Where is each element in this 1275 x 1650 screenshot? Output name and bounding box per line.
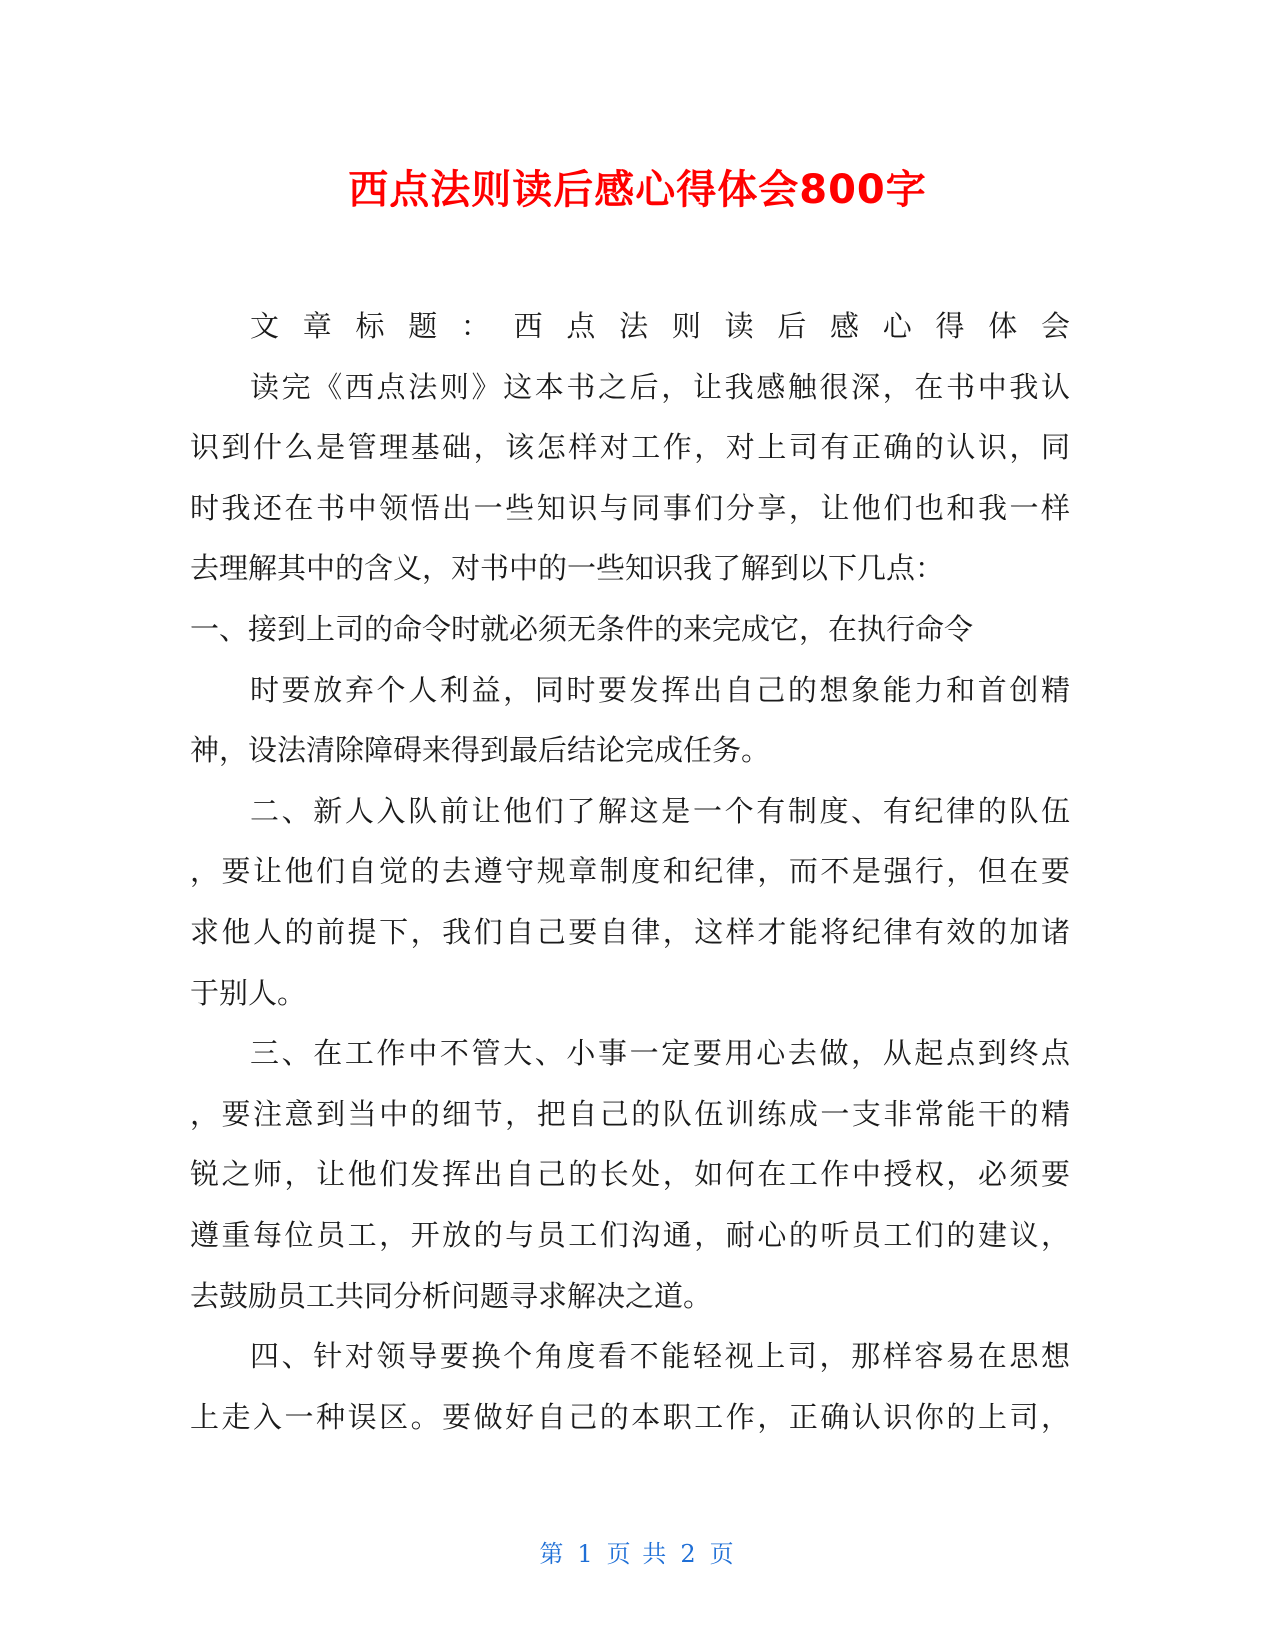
- paragraph-line: 锐之师，让他们发挥出自己的长处，如何在工作中授权，必须要: [190, 1157, 1070, 1192]
- paragraph-line: 二、新人入队前让他们了解这是一个有制度、有纪律的队伍: [250, 793, 1070, 828]
- paragraph-line: 三、在工作中不管大、小事一定要用心去做，从起点到终点: [250, 1036, 1070, 1071]
- paragraph-line: 上走入一种误区。要做好自己的本职工作，正确认识你的上司，: [190, 1399, 1070, 1434]
- paragraph-line: ，要让他们自觉的去遵守规章制度和纪律，而不是强行，但在要: [190, 854, 1070, 889]
- paragraph-line: 一、接到上司的命令时就必须无条件的来完成它，在执行命令: [190, 611, 974, 646]
- paragraph-line: 时我还在书中领悟出一些知识与同事们分享，让他们也和我一样: [190, 490, 1070, 525]
- paragraph-line: 四、针对领导要换个角度看不能轻视上司，那样容易在思想: [250, 1339, 1070, 1374]
- paragraph-line: 遵重每位员工，开放的与员工们沟通，耐心的听员工们的建议，: [190, 1217, 1070, 1252]
- paragraph-line: 神，设法清除障碍来得到最后结论完成任务。: [190, 733, 771, 768]
- paragraph-line: 求他人的前提下，我们自己要自律，这样才能将纪律有效的加诸: [190, 914, 1070, 949]
- paragraph-line: 于别人。: [190, 975, 307, 1010]
- paragraph-line: 时要放弃个人利益，同时要发挥出自己的想象能力和首创精: [250, 672, 1070, 707]
- paragraph-line: ，要注意到当中的细节，把自己的队伍训练成一支非常能干的精: [190, 1096, 1070, 1131]
- document-title: 西点法则读后感心得体会800字: [348, 167, 927, 213]
- footer-current-page: 1: [577, 1540, 595, 1568]
- paragraph-line: 去鼓励员工共同分析问题寻求解决之道。: [190, 1278, 713, 1313]
- paragraph-line: 读完《西点法则》这本书之后，让我感触很深，在书中我认: [250, 369, 1070, 404]
- footer-prefix: 第: [539, 1540, 566, 1568]
- footer-total-pages: 2: [680, 1540, 698, 1568]
- page-footer: [0, 1534, 1275, 1569]
- paragraph-line: 识到什么是管理基础，该怎样对工作，对上司有正确的认识，同: [190, 430, 1070, 465]
- document-body: [190, 296, 1070, 1447]
- article-title-line: 文章标题：西点法则读后感心得体会: [250, 309, 1070, 343]
- footer-suffix: 页: [709, 1540, 736, 1568]
- footer-middle: 页 共: [606, 1540, 669, 1568]
- paragraph-line: 去理解其中的含义，对书中的一些知识我了解到以下几点：: [190, 551, 945, 586]
